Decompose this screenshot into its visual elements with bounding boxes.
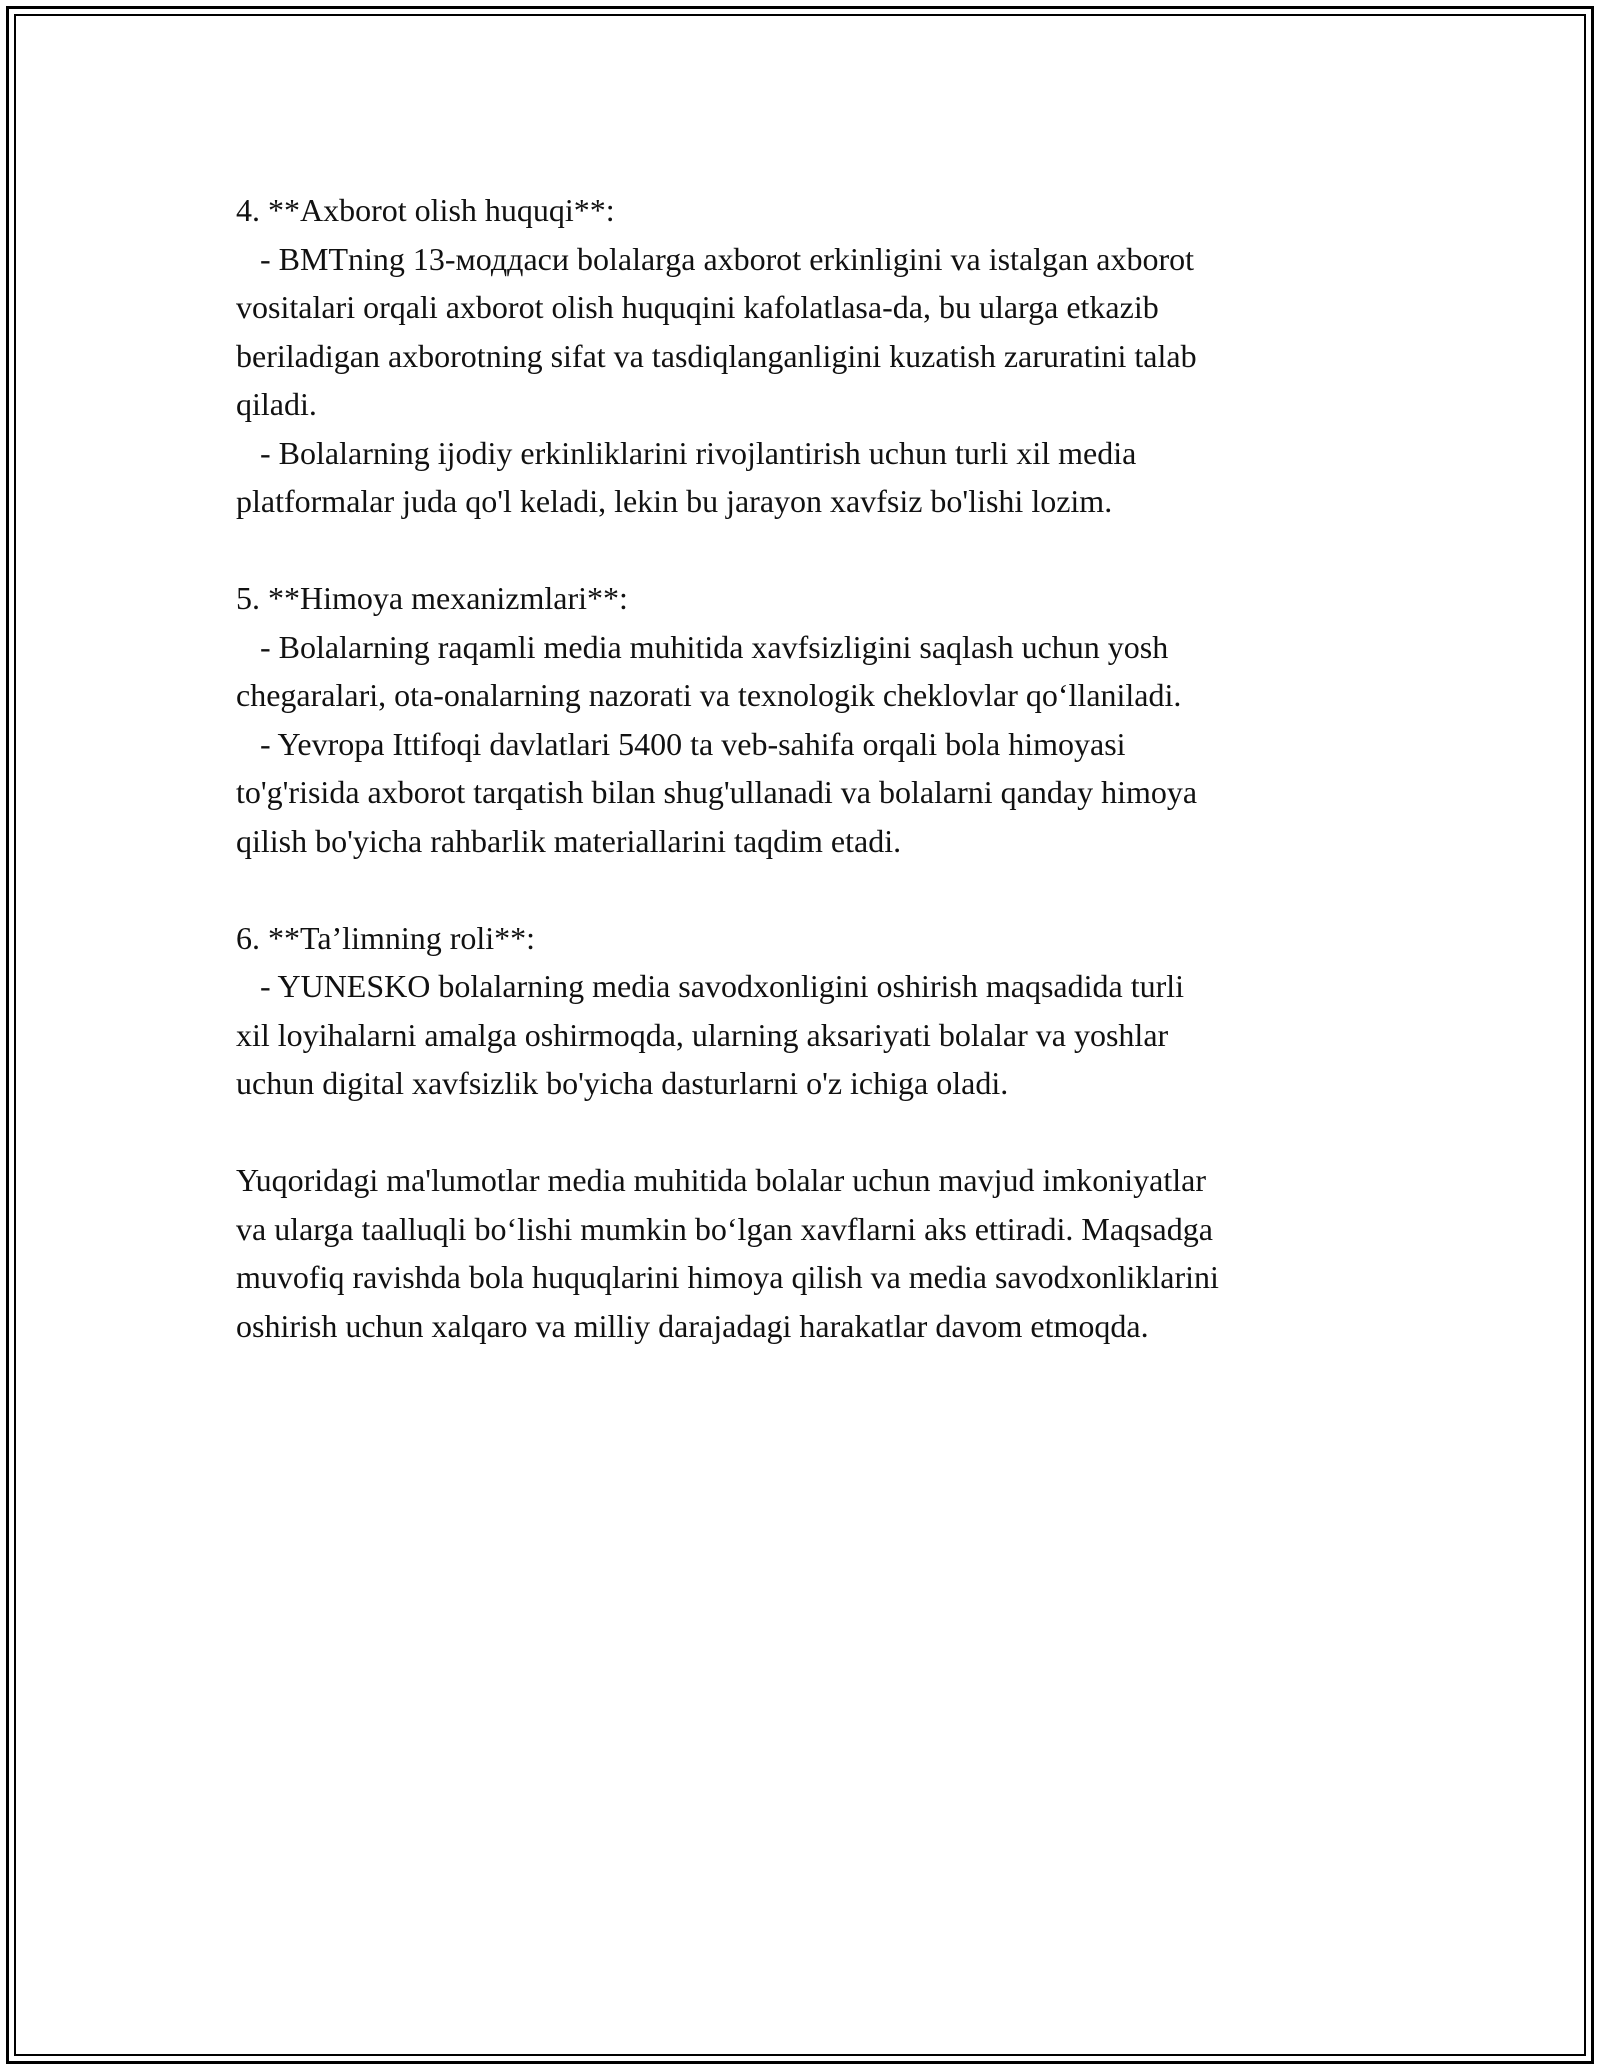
section-heading: 6. **Ta’limning roli**: xyxy=(236,919,536,956)
text-line: Yuqoridagi ma'lumotlar media muhitida bolalar uchun mavjud imkoniyatlar xyxy=(236,1162,1206,1198)
text-line: - Bolalarning ijodiy erkinliklarini rivojlantirish uchun turli xil media xyxy=(236,434,1137,471)
section-protection-mechanisms xyxy=(236,574,1376,865)
section-heading: 4. **Axborot olish huquqi**: xyxy=(236,192,615,228)
text-line: to'g'risida axborot tarqatish bilan shug'ullanadi va bolalarni qanday himoya xyxy=(236,774,1198,810)
text-line: qiladi. xyxy=(236,386,317,422)
text-line: - Bolalarning raqamli media muhitida xavfsizligini saqlash uchun yosh xyxy=(236,628,1169,665)
text-line: uchun digital xavfsizlik bo'yicha dasturlarni o'z ichiga oladi. xyxy=(236,1065,1009,1101)
text-line: qilish bo'yicha rahbarlik materiallarini taqdim etadi. xyxy=(236,822,902,859)
text-line: muvofiq ravishda bola huquqlarini himoya qilish va media savodxonliklarini xyxy=(236,1259,1219,1295)
text-line: chegaralari, ota-onalarning nazorati va texnologik cheklovlar qo‘llaniladi. xyxy=(236,677,1182,713)
text-line: - Yevropa Ittifoqi davlatlari 5400 ta veb-sahifa orqali bola himoyasi xyxy=(236,725,1126,762)
text-line: xil loyihalarni amalga oshirmoqda, ularning aksariyati bolalar va yoshlar xyxy=(236,1016,1169,1053)
text-line: - BMTning 13-моддаси bolalarga axborot erkinligini va istalgan axborot xyxy=(236,240,1194,277)
text-line: va ularga taalluqli bo‘lishi mumkin bo‘lgan xavflarni aks ettiradi. Maqsadga xyxy=(236,1210,1213,1247)
section-information-rights xyxy=(236,186,1376,526)
text-line: platformalar juda qo'l keladi, lekin bu jarayon xavfsiz bo'lishi lozim. xyxy=(236,483,1113,519)
text-line: oshirish uchun xalqaro va milliy darajadagi harakatlar davom etmoqda. xyxy=(236,1307,1149,1344)
text-line: vositalari orqali axborot olish huquqini kafolatlasa-da, bu ularga etkazib xyxy=(236,289,1159,325)
section-education-role xyxy=(236,914,1376,1108)
text-line: - YUNESKO bolalarning media savodxonligini oshirish maqsadida turli xyxy=(236,968,1185,1004)
document-body xyxy=(236,186,1376,1399)
section-heading: 5. **Himoya mexanizmlari**: xyxy=(236,580,628,616)
section-conclusion xyxy=(236,1156,1376,1350)
text-line: beriladigan axborotning sifat va tasdiqlanganligini kuzatish zaruratini talab xyxy=(236,337,1197,374)
